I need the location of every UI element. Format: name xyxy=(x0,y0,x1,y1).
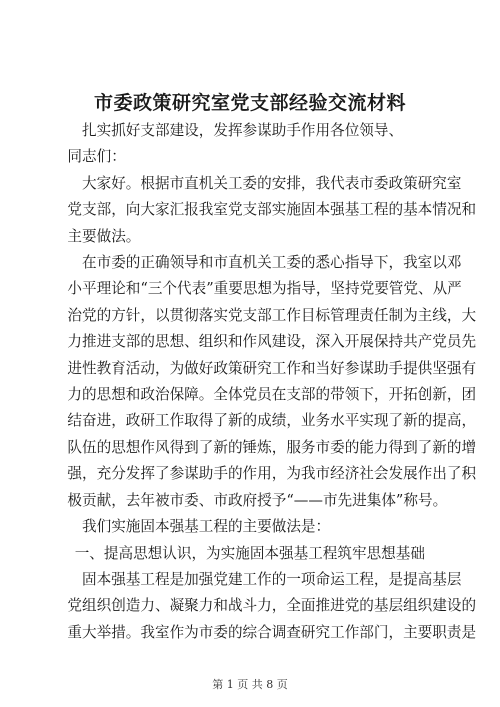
text-line: 扎实抓好支部建设，发挥参谋助手作用各位领导、 xyxy=(82,122,404,139)
text-line: 队伍的思想作风得到了新的锤炼，服务市委的能力得到了新的增 xyxy=(67,438,477,456)
text-line: 极贡献，去年被市委、市政府授予“——市先进集体”称号。 xyxy=(67,491,448,509)
text-line: 我们实施固本强基工程的主要做法是： xyxy=(82,518,331,536)
text-line: 同志们： xyxy=(67,148,126,166)
document-title: 市委政策研究室党支部经验交流材料 xyxy=(93,92,406,114)
text-line: 进性教育活动，为做好政策研究工作和当好参谋助手提供坚强有 xyxy=(67,359,477,377)
text-line: 党组织创造力、凝聚力和战斗力，全面推进党的基层组织建设的 xyxy=(67,597,477,615)
text-line: 固本强基工程是加强党建工作的一项命运工程，是提高基层 xyxy=(82,570,462,588)
text-line: 主要做法。 xyxy=(67,227,141,245)
text-line: 治党的方针，以贯彻落实党支部工作目标管理责任制为主线，大 xyxy=(67,306,477,324)
section-heading: 一、提高思想认识，为实施固本强基工程筑牢思想基础 xyxy=(74,544,425,562)
text-line: 强，充分发挥了参谋助手的作用，为我市经济社会发展作出了积 xyxy=(67,465,477,483)
text-line: 力推进支部的思想、组织和作风建设，深入开展保持共产党员先 xyxy=(67,333,477,351)
document-body xyxy=(67,118,477,646)
text-line: 在市委的正确领导和市直机关工委的悉心指导下，我室以邓 xyxy=(82,254,462,272)
page-number-footer: 第 1 页 共 8 页 xyxy=(212,678,288,691)
text-line: 党支部，向大家汇报我室党支部实施固本强基工程的基本情况和 xyxy=(67,201,477,219)
text-line: 力的思想和政治保障。全体党员在支部的带领下，开拓创新，团 xyxy=(67,386,477,404)
text-line: 结奋进，政研工作取得了新的成绩，业务水平实现了新的提高， xyxy=(67,412,477,430)
text-line: 重大举措。我室作为市委的综合调查研究工作部门，主要职责是 xyxy=(67,623,477,641)
text-line: 大家好。根据市直机关工委的安排，我代表市委政策研究室 xyxy=(82,174,462,192)
text-line: 小平理论和“三个代表”重要思想为指导，坚持党要管党、从严 xyxy=(67,280,462,298)
